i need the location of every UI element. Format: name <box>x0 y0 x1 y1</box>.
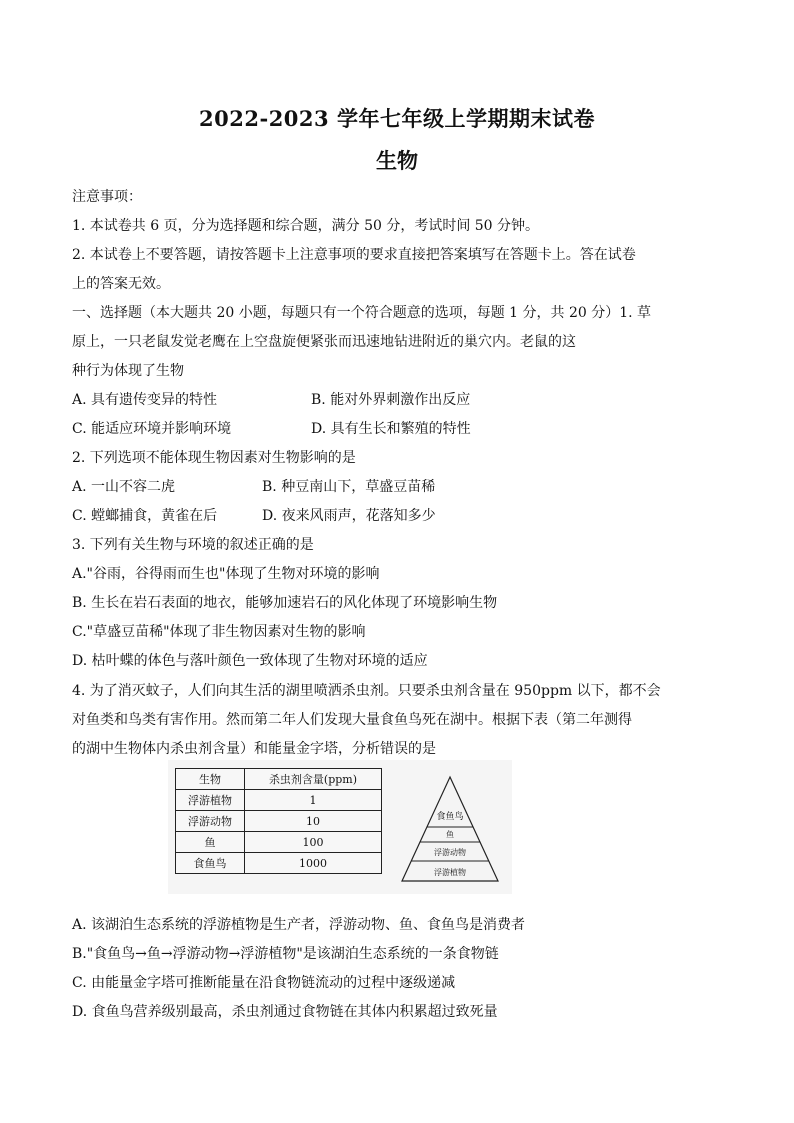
table-row <box>176 832 382 853</box>
table-cell: 浮游动物 <box>176 811 245 832</box>
table-row <box>176 811 382 832</box>
q4-option-d: D. 食鱼鸟营养级别最高，杀虫剂通过食物链在其体内积累超过致死量 <box>72 1004 498 1020</box>
q4-option-a: A. 该湖泊生态系统的浮游植物是生产者，浮游动物、鱼、食鱼鸟是消费者 <box>72 917 526 933</box>
question-2-stem: 2. 下列选项不能体现生物因素对生物影响的是 <box>72 450 356 466</box>
table-cell: 鱼 <box>176 832 245 853</box>
question-4-stem: 4. 为了消灭蚊子，人们向其生活的湖里喷洒杀虫剂。只要杀虫剂含量在 950ppm 以下，都不会 <box>72 683 661 699</box>
q3-option-d: D. 枯叶蝶的体色与落叶颜色一致体现了生物对环境的适应 <box>72 653 428 669</box>
table-row <box>176 853 382 874</box>
pyramid-level-label: 浮游植物 <box>434 868 466 877</box>
q1-option-c: C. 能适应环境并影响环境 <box>72 421 232 437</box>
note-item: 上的答案无效。 <box>72 276 170 292</box>
pyramid-level-label: 鱼 <box>446 830 454 839</box>
question-1-stem: 原上，一只老鼠发觉老鹰在上空盘旋便紧张而迅速地钻进附近的巢穴内。老鼠的这 <box>72 334 576 350</box>
note-item: 1. 本试卷共 6 页，分为选择题和综合题，满分 50 分，考试时间 50 分钟。 <box>72 218 540 234</box>
table-cell: 浮游植物 <box>176 790 245 811</box>
table-row <box>176 790 382 811</box>
q1-option-b: B. 能对外界刺激作出反应 <box>311 392 471 408</box>
pyramid-outline <box>402 777 498 881</box>
table-header: 杀虫剂含量(ppm) <box>245 769 382 790</box>
q2-option-b: B. 种豆南山下，草盛豆苗稀 <box>262 479 436 495</box>
pyramid-level-label: 浮游动物 <box>434 848 466 857</box>
q2-option-d: D. 夜来风雨声，花落知多少 <box>262 508 436 524</box>
exam-title: 2022-2023 学年七年级上学期期末试卷 <box>199 106 595 131</box>
table-header-row <box>176 769 382 790</box>
section-intro: 一、选择题（本大题共 20 小题，每题只有一个符合题意的选项，每题 1 分，共 20 分）1. 草 <box>72 305 652 321</box>
pesticide-table <box>175 768 382 874</box>
question-3-stem: 3. 下列有关生物与环境的叙述正确的是 <box>72 537 314 553</box>
q3-option-a: A."谷雨，谷得雨而生也"体现了生物对环境的影响 <box>72 566 380 582</box>
table-cell: 食鱼鸟 <box>176 853 245 874</box>
q3-option-c: C."草盛豆苗稀"体现了非生物因素对生物的影响 <box>72 624 366 640</box>
q2-option-c: C. 螳螂捕食，黄雀在后 <box>72 508 218 524</box>
pyramid-level-label: 食鱼鸟 <box>436 812 464 822</box>
q3-option-b: B. 生长在岩石表面的地衣，能够加速岩石的风化体现了环境影响生物 <box>72 595 498 611</box>
q4-option-c: C. 由能量金字塔可推断能量在沿食物链流动的过程中逐级递减 <box>72 975 456 991</box>
note-item: 2. 本试卷上不要答题，请按答题卡上注意事项的要求直接把答案填写在答题卡上。答在试卷 <box>72 247 636 263</box>
q2-option-a: A. 一山不容二虎 <box>72 479 176 495</box>
table-cell: 1000 <box>245 853 382 874</box>
energy-pyramid <box>400 775 500 883</box>
question-4-stem: 对鱼类和鸟类有害作用。然而第二年人们发现大量食鱼鸟死在湖中。根据下表（第二年测得 <box>72 712 632 728</box>
q4-option-b: B."食鱼鸟→鱼→浮游动物→浮游植物"是该湖泊生态系统的一条食物链 <box>72 946 499 962</box>
question-4-stem: 的湖中生物体内杀虫剂含量）和能量金字塔，分析错误的是 <box>72 741 436 757</box>
table-cell: 1 <box>245 790 382 811</box>
notes-heading: 注意事项： <box>72 189 142 205</box>
table-cell: 10 <box>245 811 382 832</box>
subject-title: 生物 <box>376 148 418 173</box>
question-1-stem: 种行为体现了生物 <box>72 363 184 379</box>
table-header: 生物 <box>176 769 245 790</box>
table-cell: 100 <box>245 832 382 853</box>
q1-option-a: A. 具有遗传变异的特性 <box>72 392 218 408</box>
q1-option-d: D. 具有生长和繁殖的特性 <box>311 421 471 437</box>
